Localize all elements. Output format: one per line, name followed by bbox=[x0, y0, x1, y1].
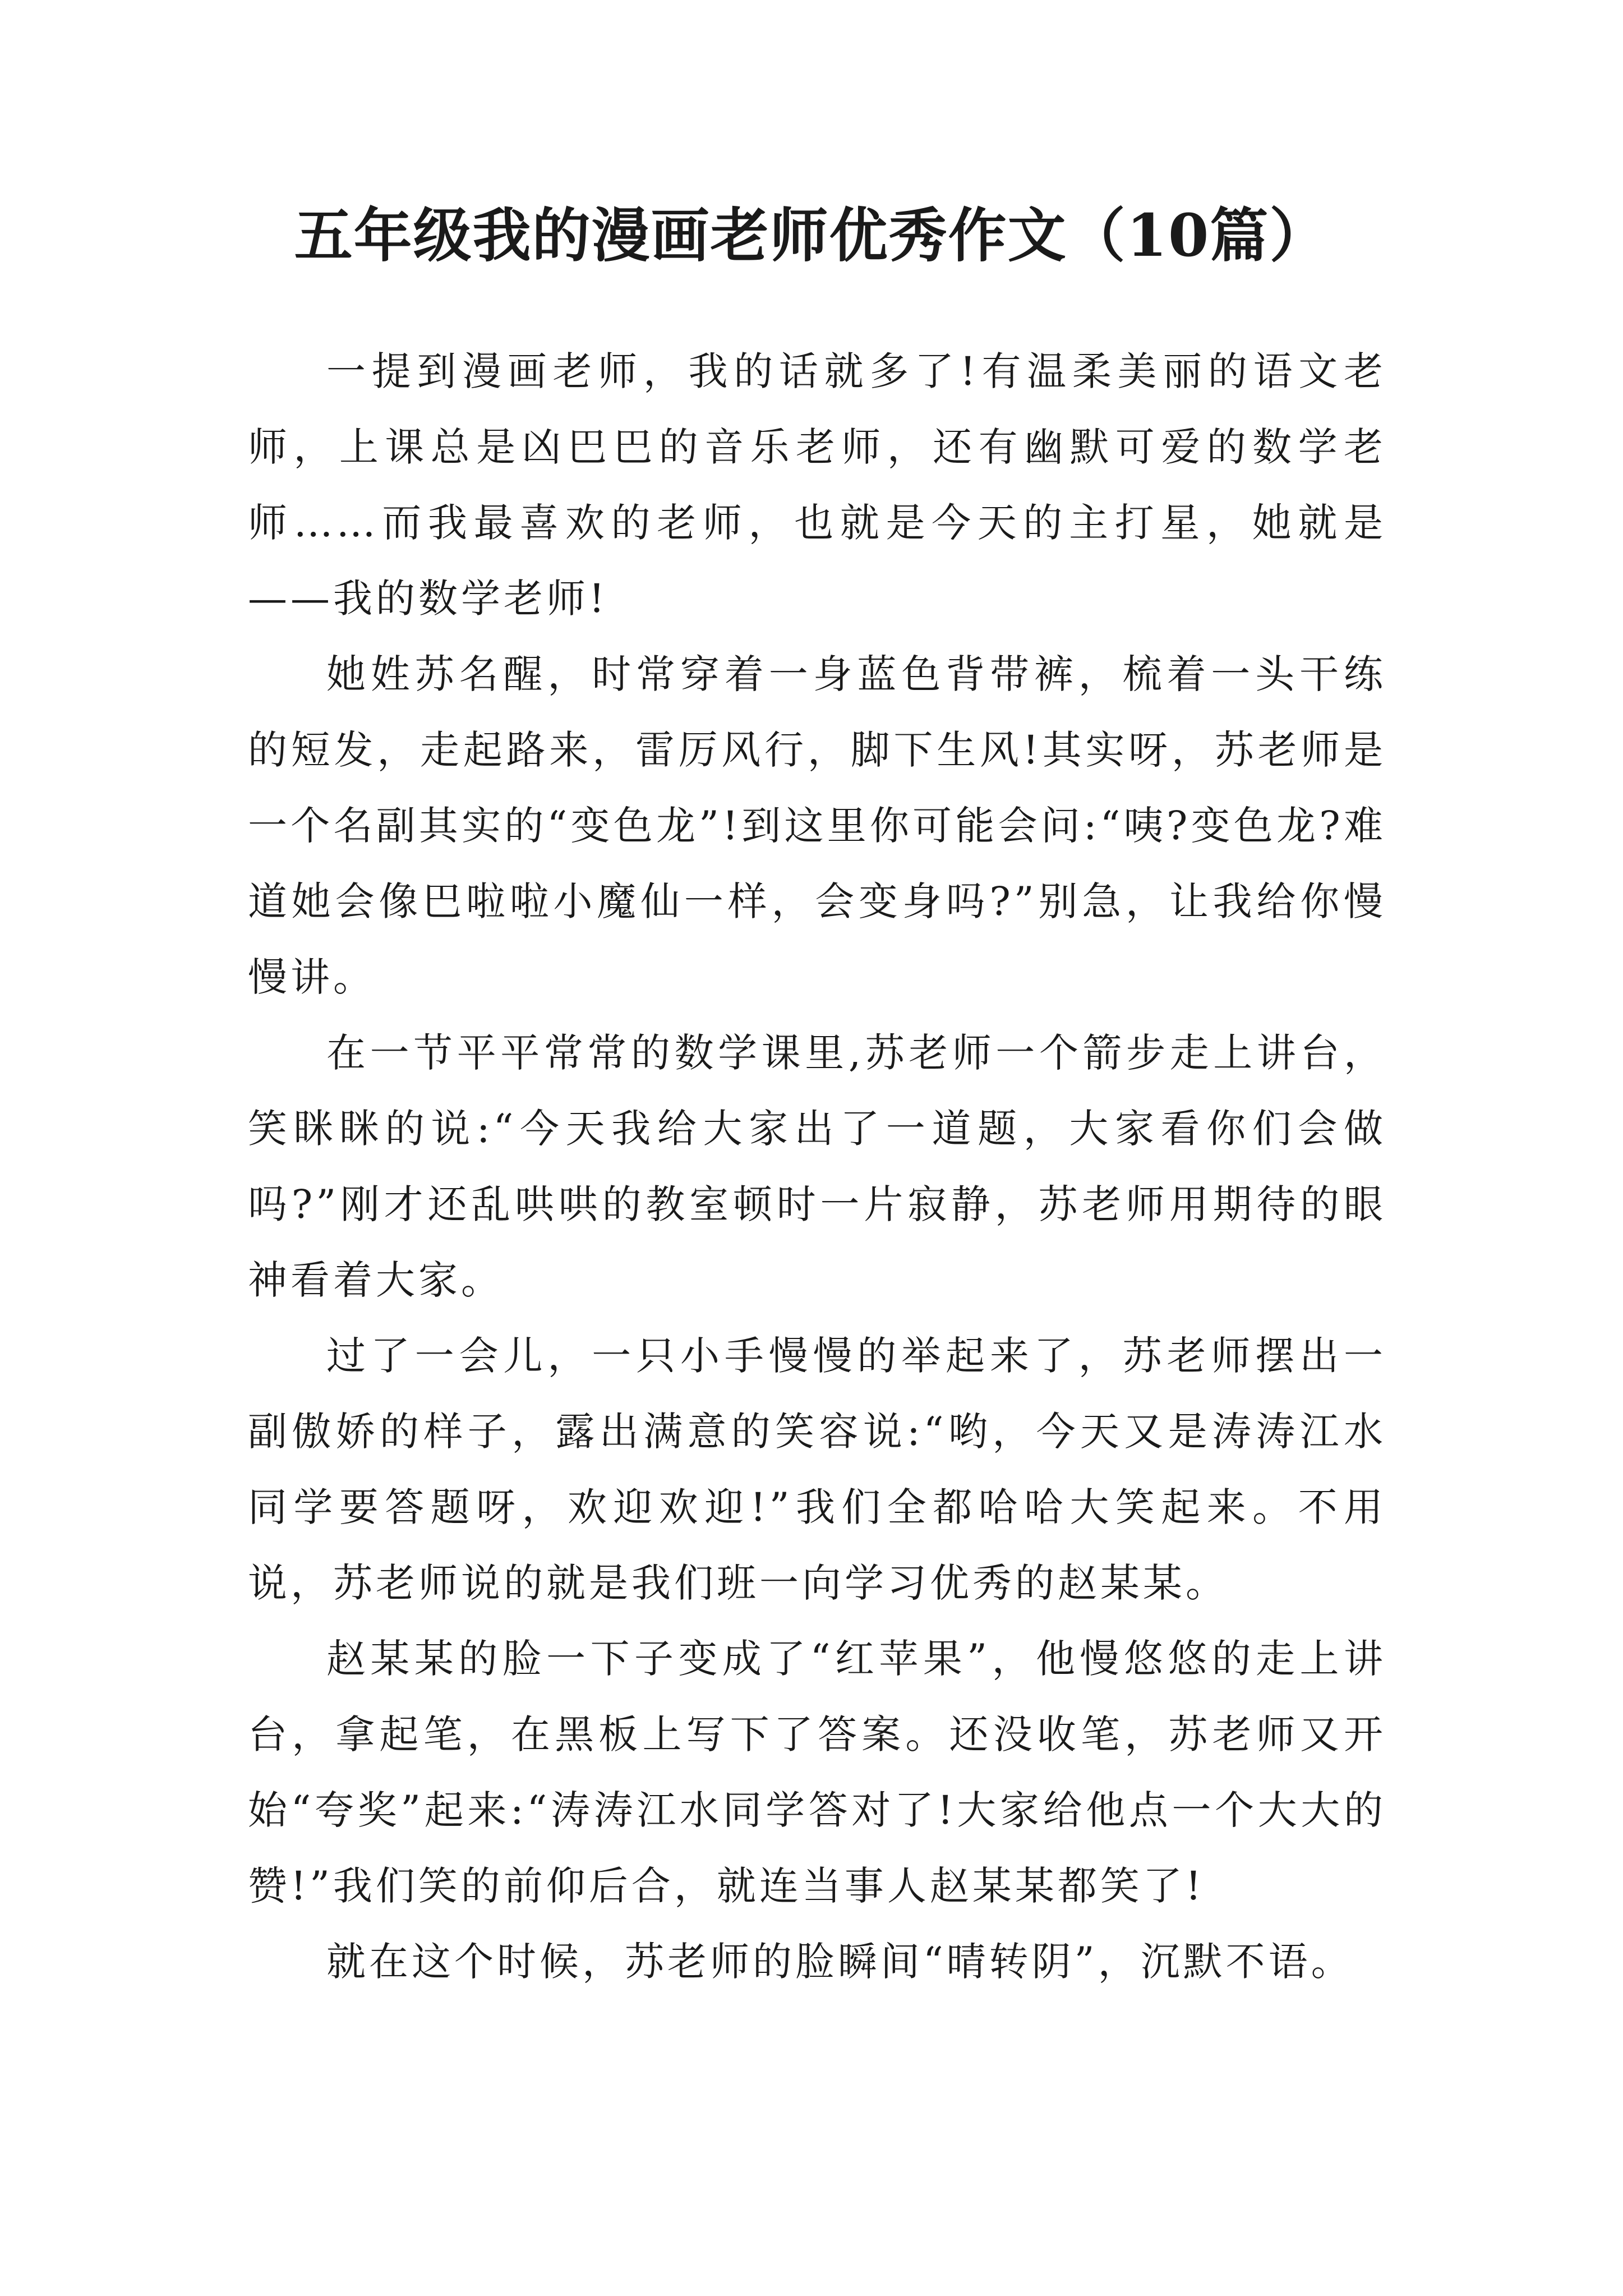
paragraph: 赵某某的脸一下子变成了“红苹果”，他慢悠悠的走上讲台，拿起笔，在黑板上写下了答案。还没收笔，苏老师又开始“夸奖”起来:“涛涛江水同学答对了!大家给他点一个大大的赞!”我们笑的前仰后合，就连当事人赵某某都笑了! bbox=[248, 1636, 1386, 1909]
paragraph: 一提到漫画老师，我的话就多了!有温柔美丽的语文老师，上课总是凶巴巴的音乐老师，还有幽默可爱的数学老师……而我最喜欢的老师，也就是今天的主打星，她就是——我的数学老师! bbox=[248, 348, 1386, 622]
paragraph: 她姓苏名醒，时常穿着一身蓝色背带裤，梳着一头干练的短发，走起路来，雷厉风行，脚下生风!其实呀，苏老师是一个名副其实的“变色龙”!到这里你可能会问:“咦?变色龙?难道她会像巴啦啦小魔仙一样，会变身吗?”别急，让我给你慢慢讲。 bbox=[248, 651, 1386, 1000]
paragraph: 就在这个时候，苏老师的脸瞬间“晴转阴”，沉默不语。 bbox=[326, 1939, 1354, 1985]
document-body bbox=[248, 334, 1386, 2000]
paragraph: 过了一会儿，一只小手慢慢的举起来了，苏老师摆出一副傲娇的样子，露出满意的笑容说:“哟，今天又是涛涛江水同学要答题呀，欢迎欢迎!”我们全都哈哈大笑起来。不用说，苏老师说的就是我们班一向学习优秀的赵某某。 bbox=[248, 1333, 1386, 1606]
paragraph: 在一节平平常常的数学课里,苏老师一个箭步走上讲台，笑眯眯的说:“今天我给大家出了一道题，大家看你们会做吗?”刚才还乱哄哄的教室顿时一片寂静，苏老师用期待的眼神看着大家。 bbox=[248, 1030, 1386, 1303]
document-title: 五年级我的漫画老师优秀作文（10篇） bbox=[294, 201, 1329, 270]
